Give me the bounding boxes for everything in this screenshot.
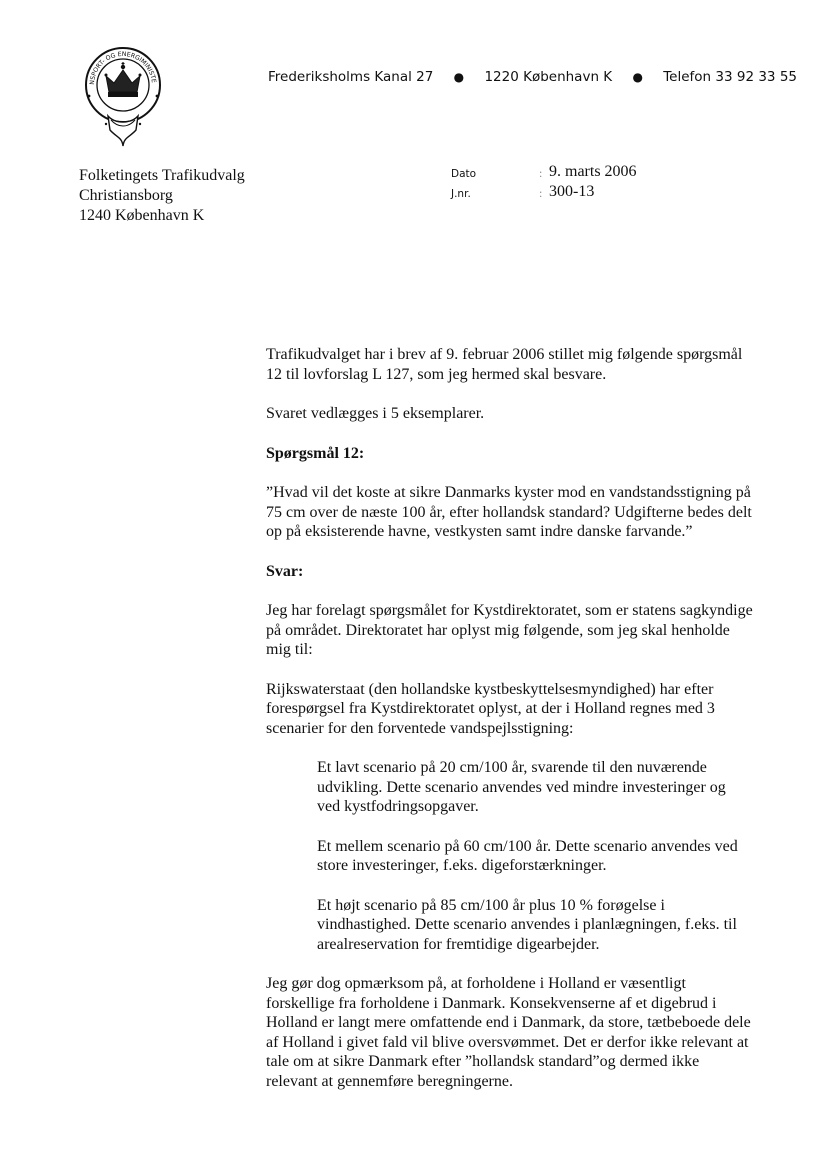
- crown-seal-icon: [78, 38, 168, 158]
- bullet-separator-icon: ●: [453, 70, 465, 84]
- recipient-city: 1240 København K: [79, 207, 205, 224]
- answer-heading: Svar:: [266, 562, 304, 580]
- letter-body: [266, 345, 754, 1111]
- recipient-name: Folketingets Trafikudvalg: [79, 167, 245, 184]
- conclusion-paragraph: Jeg gør dog opmærksom på, at forholdene i Holland er væsentligt forskellige fra forholdene i Danmark. Konsekvenserne af et digebrud i Holland er langt mere omfattende end i Danmark, da store, tætbeboede dele af Holland i givet fald vil blive oversvømmet. Det er derfor ikke relevant at tale om at sikre Danmark efter ”hollandsk standard”og dermed ikke relevant at gennemføre beregningerne.: [266, 975, 751, 1090]
- scenario-mid: Et mellem scenario på 60 cm/100 år. Dette scenario anvendes ved store investeringer, f.eks. digeforstærkninger.: [317, 837, 738, 874]
- scenario-low: Et lavt scenario på 20 cm/100 år, svarende til den nuværende udvikling. Dette scenario anvendes ved mindre investeringer og ved kystfodringsopgaver.: [317, 759, 726, 815]
- jnr-label: J.nr.: [451, 188, 471, 200]
- letterhead-contact-line: [268, 69, 797, 85]
- logo-ring-text: NSPORT- OG ENERGIMINISTE: [88, 50, 157, 86]
- phone-text: Telefon 33 92 33 55: [663, 69, 797, 85]
- question-paragraph: ”Hvad vil det koste at sikre Danmarks kyster mod en vandstandsstigning på 75 cm over de næste 100 år, efter hollandsk standard? Udgifterne bedes delt op på eksisterende havne, vestkysten samt indre danske farvande.”: [266, 484, 752, 540]
- city-text: 1220 København K: [484, 69, 613, 85]
- address-text: Frederiksholms Kanal 27: [268, 69, 434, 85]
- date-colon: :: [539, 166, 543, 180]
- question-heading: Spørgsmål 12:: [266, 444, 365, 462]
- recipient-building: Christiansborg: [79, 187, 173, 204]
- bullet-separator-icon: ●: [632, 70, 643, 84]
- jnr-colon: :: [539, 186, 543, 200]
- answer-paragraph-2: Rijkswaterstaat (den hollandske kystbeskyttelsesmyndighed) har efter forespørgsel fra Kystdirektoratet oplyst, at der i Holland regnes med 3 scenarier for den forventede vandspejlsstigning:: [266, 680, 715, 737]
- date-label: Dato: [451, 168, 477, 180]
- copies-paragraph: Svaret vedlægges i 5 eksemplarer.: [266, 405, 485, 422]
- ministry-logo: [78, 38, 168, 158]
- answer-paragraph-1: Jeg har forelagt spørgsmålet for Kystdirektoratet, som er statens sagkyndige på området. Direktoratet har oplyst mig følgende, som jeg skal henholde mig til:: [266, 602, 753, 658]
- intro-paragraph: Trafikudvalget har i brev af 9. februar 2006 stillet mig følgende spørgsmål 12 til lovforslag L 127, som jeg hermed skal besvare.: [266, 346, 743, 383]
- recipient-address: [79, 166, 245, 226]
- date-value: 9. marts 2006: [549, 163, 637, 180]
- scenario-high: Et højt scenario på 85 cm/100 år plus 10 % forøgelse i vindhastighed. Dette scenario anvendes i planlægningen, f.eks. til arealreservation for fremtidige digearbejder.: [317, 896, 737, 953]
- jnr-value: 300-13: [549, 183, 595, 200]
